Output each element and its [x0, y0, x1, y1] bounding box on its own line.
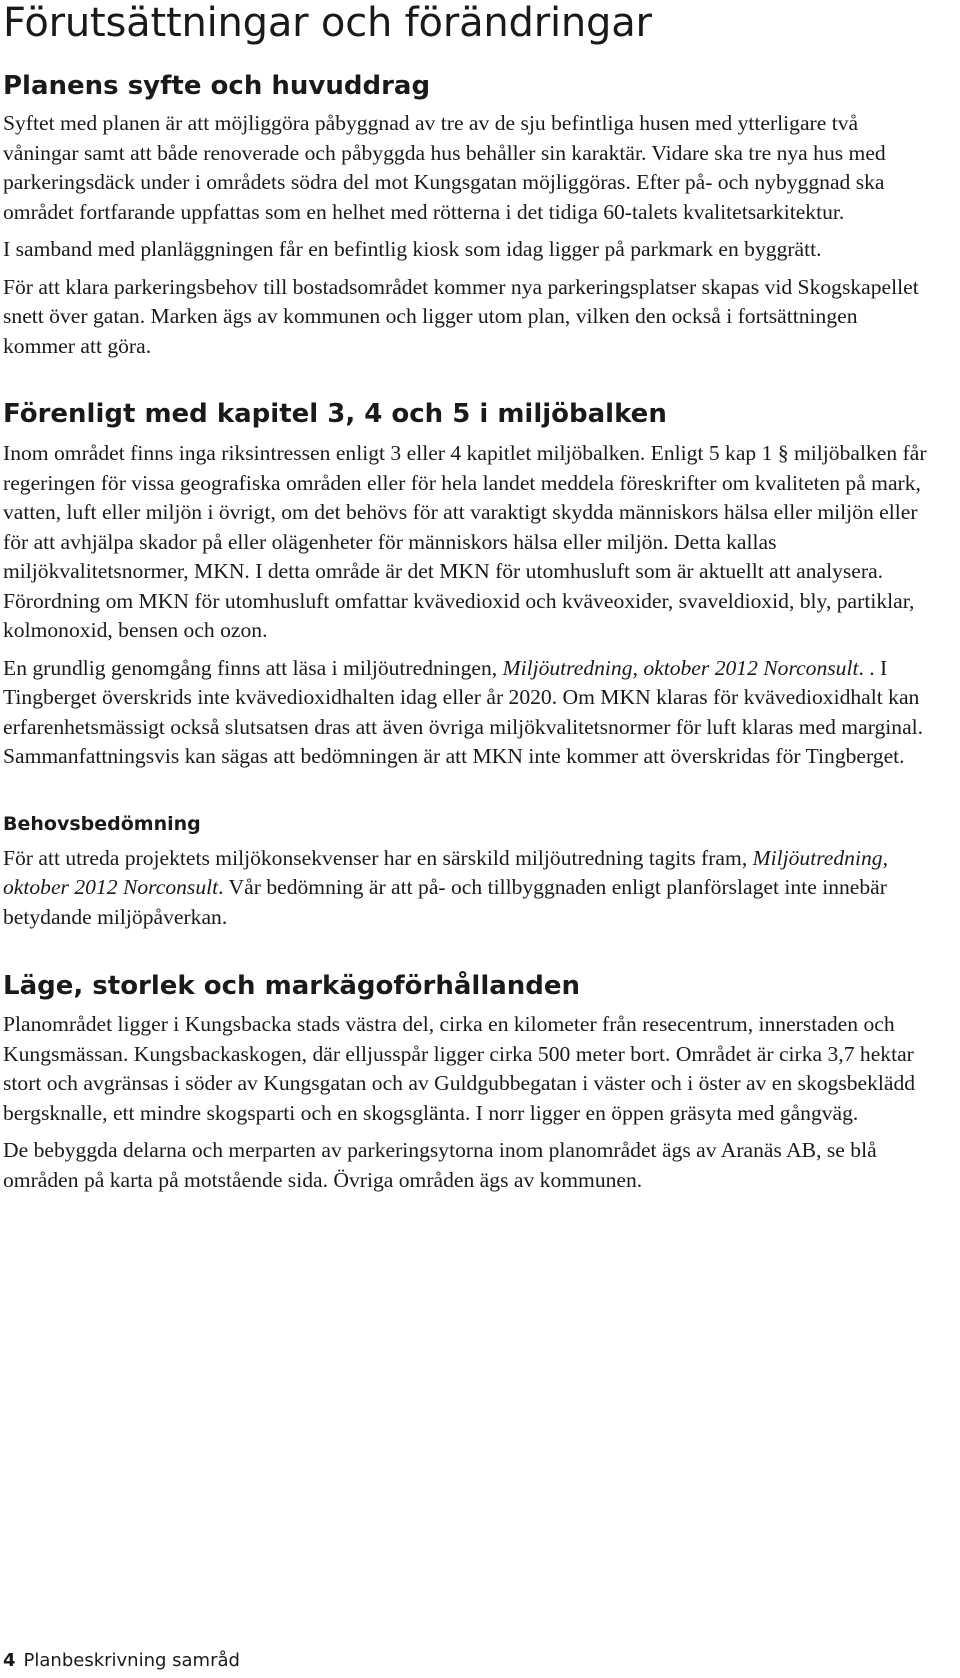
paragraph-text: En grundlig genomgång finns att läsa i miljöutredningen, [3, 655, 503, 680]
section-heading-lage-storlek: Läge, storlek och markägoförhållanden [3, 971, 581, 1001]
paragraph-text: . Vår bedömning är att på- och tillbyggnaden enligt planförslaget inte innebär betydande miljöpåverkan. [3, 875, 887, 929]
report-citation: Miljöutredning, oktober 2012 Norconsult [502, 655, 859, 680]
page-title: Förutsättningar och förändringar [3, 0, 652, 46]
page-footer [3, 1650, 240, 1672]
paragraph-text: För att utreda projektets miljökonsekvenser har en särskild miljöutredning tagits fram, [3, 845, 753, 870]
section-heading-behovsbedomning: Behovsbedömning [3, 812, 201, 835]
paragraph: Inom området finns inga riksintressen enligt 3 eller 4 kapitlet miljöbalken. Enligt 5 kap 1 § miljöbalken får regeringen för vissa geografiska områden eller för hela landet meddela föreskrifter om kvaliteten på mark, vatten, luft eller miljön i övrigt, om det behövs för att varaktigt skydda människors hälsa eller miljön eller för att avhjälpa skador på eller olägenheter för människors hälsa eller miljön. Detta kallas miljökvalitetsnormer, MKN. I detta område är det MKN för utomhusluft som är aktuellt att analysera. Förordning om MKN för utomhusluft omfattar kvävedioxid och kväveoxider, svaveldioxid, bly, partiklar, kolmonoxid, bensen och ozon. [3, 441, 927, 642]
paragraph: Planområdet ligger i Kungsbacka stads västra del, cirka en kilometer från resecentrum, innerstaden och Kungsmässan. Kungsbackaskogen, där elljusspår ligger cirka 500 meter bort. Området är cirka 3,7 hektar stort och avgränsas i söder av Kungsgatan och av Guldgubbegatan i väster och i öster av en skogsbeklädd bergsknalle, ett mindre skogsparti och en skogsglänta. I norr ligger en öppen gräsyta med gångväg. [3, 1012, 916, 1125]
section-heading-planens-syfte: Planens syfte och huvuddrag [3, 71, 431, 101]
paragraph-text: . . I Tingberget överskrids inte kvävedioxidhalten idag eller år 2020. Om MKN klaras för kvävedioxidhalt kan erfarenhetsmässigt också slutsatsen dras att även övriga miljökvalitetsnormer för luft klaras med marginal. Sammanfattningsvis kan sägas att bedömningen är att MKN inte kommer att överskridas för Tingberget. [3, 655, 924, 768]
paragraph: De bebyggda delarna och merparten av parkeringsytorna inom planområdet ägs av Aranäs AB, se blå områden på karta på motstående sida. Övriga områden ägs av kommunen. [3, 1138, 877, 1192]
footer-label: Planbeskrivning samråd [23, 1650, 240, 1671]
paragraph: I samband med planläggningen får en befintlig kiosk som idag ligger på parkmark en byggrätt. [3, 237, 822, 261]
paragraph: Syftet med planen är att möjliggöra påbyggnad av tre av de sju befintliga husen med ytterligare två våningar samt att både renoverade och påbyggda hus behåller sin karaktär. Vidare ska tre nya hus med parkeringsdäck under i områdets södra del mot Kungsgatan möjliggöras. Efter på- och nybyggnad ska området fortfarande uppfattas som en helhet med rötterna i det tidiga 60-talets kvalitetsarkitektur. [3, 111, 886, 224]
page-number: 4 [3, 1650, 16, 1671]
page-content [3, 0, 928, 1195]
paragraph [3, 654, 928, 772]
report-citation: Miljöutredning, oktober 2012 Norconsult [3, 845, 888, 899]
paragraph [3, 844, 928, 933]
section-heading-miljobalken: Förenligt med kapitel 3, 4 och 5 i miljöbalken [3, 399, 667, 429]
paragraph: För att klara parkeringsbehov till bostadsområdet kommer nya parkeringsplatser skapas vid Skogskapellet snett över gatan. Marken ägs av kommunen och ligger utom plan, vilken den också i fortsättningen kommer att göra. [3, 274, 919, 358]
